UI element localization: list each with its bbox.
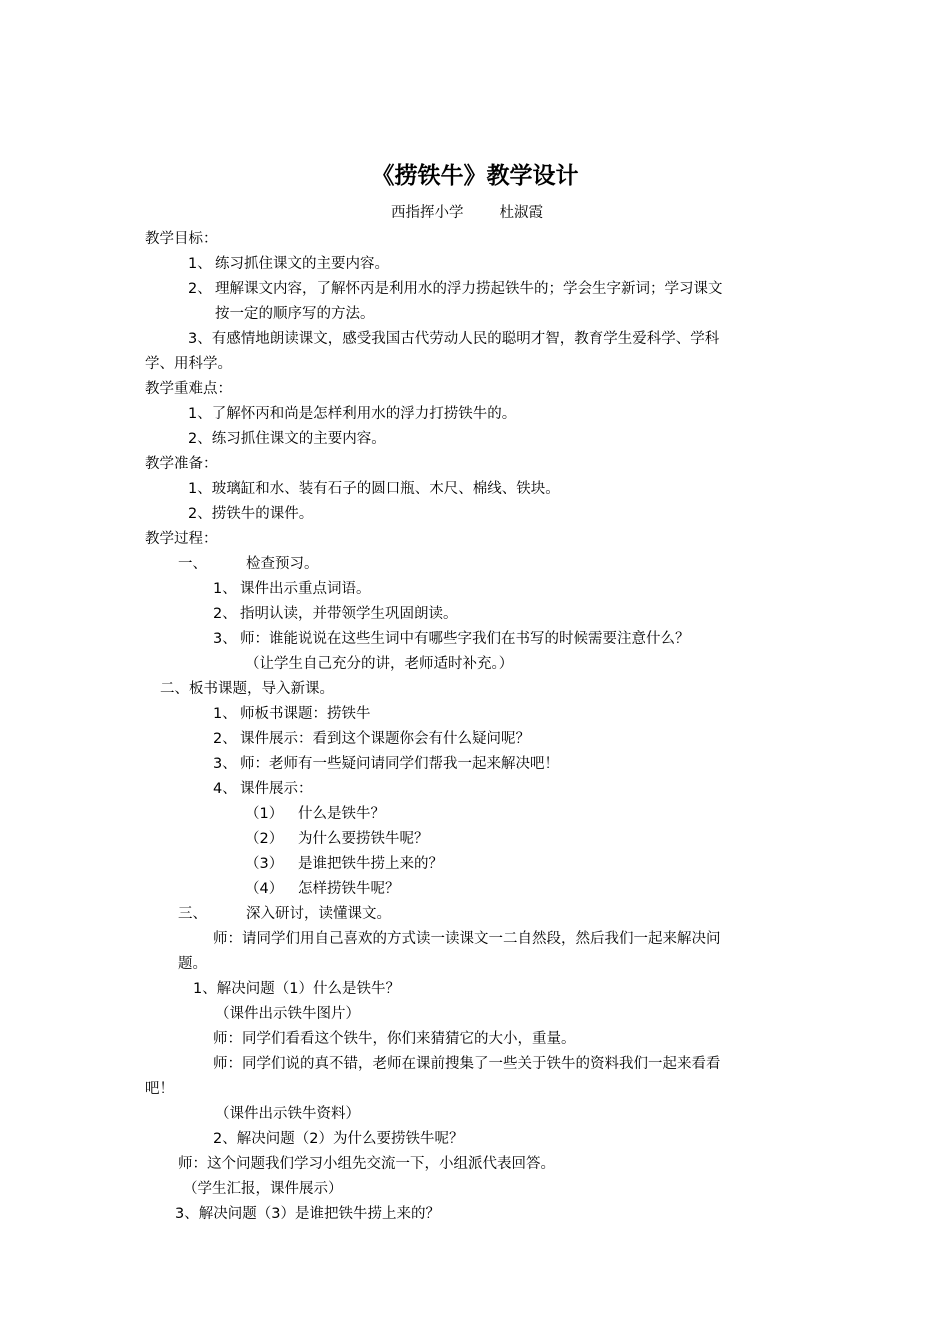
section-2-item-2: 2、 课件展示：看到这个课题你会有什么疑问呢？ [213,731,530,747]
goal-item-2-cont: 按一定的顺序写的方法。 [215,306,375,322]
section-3-question-2: 2、解决问题（2）为什么要捞铁牛呢？ [213,1131,464,1147]
section-2-item-3: 3、 师：老师有一些疑问请同学们帮我一起来解决吧！ [213,756,559,772]
prep-item-1: 1、玻璃缸和水、装有石子的圆口瓶、木尺、棉线、铁块。 [188,481,560,497]
section-1-item-2: 2、 指明认读，并带领学生巩固朗读。 [213,606,458,622]
section-2-question-2: （2） 为什么要捞铁牛呢？ [245,831,429,847]
key-points-heading: 教学重难点： [145,381,232,397]
section-3-q1-teacher-2: 师：同学们说的真不错，老师在课前搜集了一些关于铁牛的资料我们一起来看看 [213,1056,721,1072]
section-2-heading: 二、板书课题，导入新课。 [160,681,334,697]
goal-item-1: 1、 练习抓住课文的主要内容。 [188,256,389,272]
goal-item-2: 2、 理解课文内容，了解怀丙是利用水的浮力捞起铁牛的；学会生字新词；学习课文 [188,281,723,297]
author-name: 杜淑霞 [499,205,543,221]
section-3-q1-note: （课件出示铁牛图片） [215,1006,360,1022]
section-2-question-1: （1） 什么是铁牛？ [245,806,385,822]
goal-item-3: 3、有感情地朗读课文，感受我国古代劳动人民的聪明才智，教育学生爱科学、学科 [188,331,720,347]
goals-heading: 教学目标： [145,231,218,247]
section-3-q1-note-2: （课件出示铁牛资料） [215,1106,360,1122]
section-2-item-4: 4、 课件展示： [213,781,313,797]
section-3-intro: 师：请同学们用自己喜欢的方式读一读课文一二自然段，然后我们一起来解决问 [213,931,721,947]
key-point-item-1: 1、了解怀丙和尚是怎样利用水的浮力打捞铁牛的。 [188,406,517,422]
section-3-question-1: 1、解决问题（1）什么是铁牛？ [193,981,400,997]
prep-heading: 教学准备： [145,456,218,472]
section-3-q2-teacher: 师：这个问题我们学习小组先交流一下，小组派代表回答。 [178,1156,555,1172]
section-1-item-3: 3、 师：谁能说说在这些生词中有哪些字我们在书写的时候需要注意什么？ [213,631,690,647]
section-3-question-3: 3、解决问题（3）是谁把铁牛捞上来的？ [175,1206,440,1222]
section-2-question-4: （4） 怎样捞铁牛呢？ [245,881,400,897]
author-line [391,202,543,224]
section-3-heading: 三、 深入研讨，读懂课文。 [178,906,391,922]
document-title: 《捞铁牛》教学设计 [371,163,579,189]
section-1-item-1: 1、 课件出示重点词语。 [213,581,371,597]
section-3-q1-teacher-1: 师：同学们看看这个铁牛，你们来猜猜它的大小，重量。 [213,1031,576,1047]
prep-item-2: 2、捞铁牛的课件。 [188,506,314,522]
goal-item-3-cont: 学、用科学。 [145,356,232,372]
process-heading: 教学过程： [145,531,218,547]
section-3-q1-teacher-2-cont: 吧！ [145,1081,174,1097]
section-3-q2-note: （学生汇报，课件展示） [183,1181,343,1197]
section-1-note: （让学生自己充分的讲，老师适时补充。） [245,656,514,672]
key-point-item-2: 2、练习抓住课文的主要内容。 [188,431,386,447]
section-2-question-3: （3） 是谁把铁牛捞上来的？ [245,856,443,872]
author-school: 西指挥小学 [391,205,464,221]
section-1-heading: 一、 检查预习。 [178,556,319,572]
section-2-item-1: 1、 师板书课题：捞铁牛 [213,706,371,722]
section-3-intro-cont: 题。 [178,956,207,972]
